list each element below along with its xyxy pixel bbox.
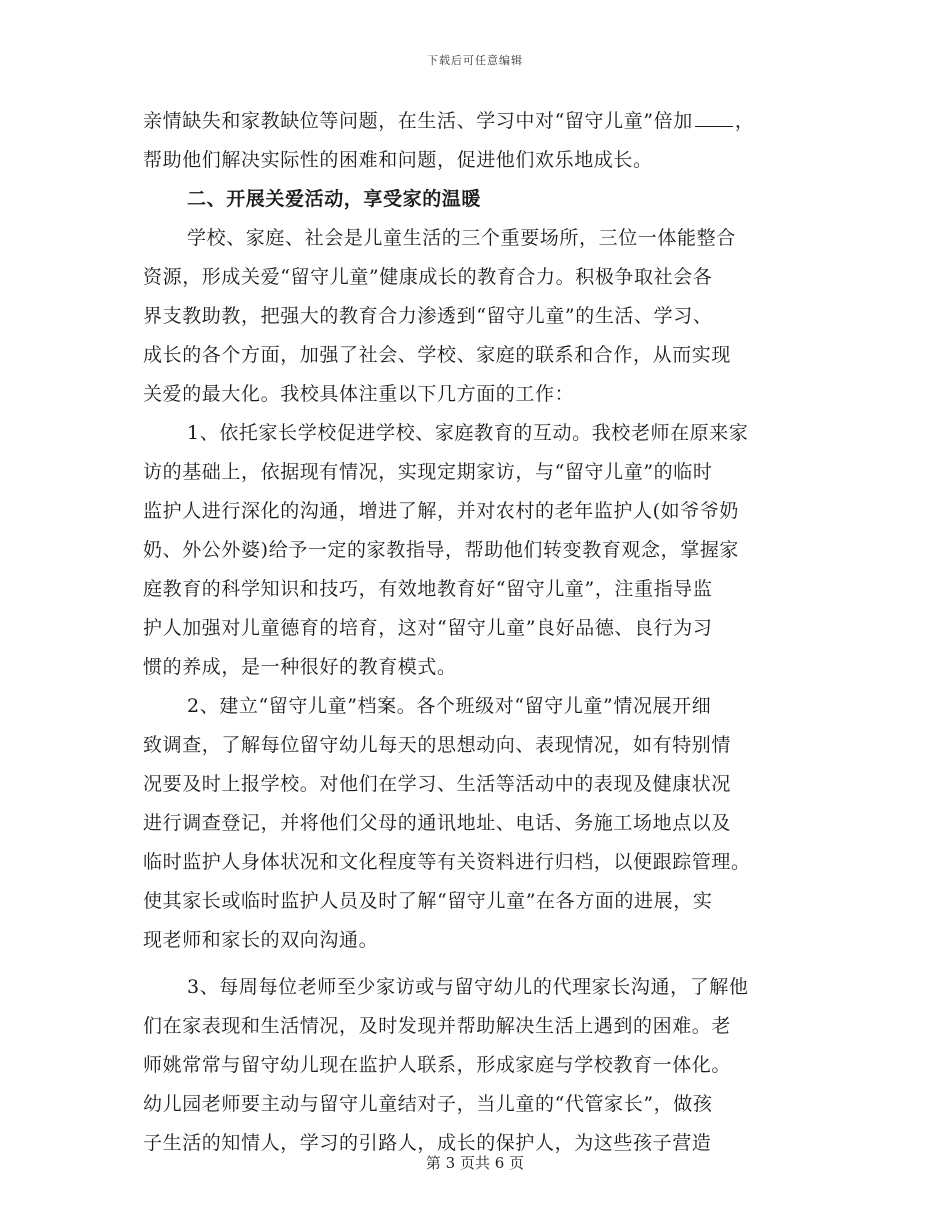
paragraph-line: 2、建立“留守儿童”档案。各个班级对“留守儿童”情况展开细	[187, 695, 712, 717]
page-number: 第 3 页共 6 页	[425, 1154, 525, 1172]
header-note: 下载后可任意编辑	[427, 54, 523, 67]
section-heading: 二、开展关爱活动，享受家的温暖	[187, 188, 482, 210]
paragraph-line: 访的基础上，依据现有情况，实现定期家访，与“留守儿童”的临时	[143, 461, 713, 483]
fill-in-blank	[695, 106, 733, 127]
paragraph-line: 关爱的最大化。我校具体注重以下几方面的工作：	[143, 383, 575, 405]
paragraph-line: 护人加强对儿童德育的培育，这对“留守儿童”良好品德、良行为习	[143, 617, 713, 639]
paragraph-line: 成长的各个方面，加强了社会、学校、家庭的联系和合作，从而实现	[143, 344, 732, 366]
paragraph-line: 子生活的知情人，学习的引路人，成长的保护人，为这些孩子营造	[143, 1132, 712, 1154]
paragraph-line: 致调查，了解每位留守幼儿每天的思想动向、表现情况，如有特别情	[143, 734, 732, 756]
body-text: 亲情缺失和家教缺位等问题，在生活、学习中对“留守儿童”倍加	[143, 110, 693, 132]
body-line	[143, 102, 811, 141]
paragraph-line: 资源，形成关爱“留守儿童”健康成长的教育合力。积极争取社会各	[143, 266, 713, 288]
paragraph-line: 师姚常常与留守幼儿现在监护人联系，形成家庭与学校教育一体化。	[143, 1054, 732, 1076]
paragraph-line: 奶、外公外婆)给予一定的家教指导，帮助他们转变教育观念，掌握家	[143, 539, 740, 561]
paragraph-line: 使其家长或临时监护人员及时了解“留守儿童”在各方面的进展，实	[143, 890, 713, 912]
paragraph-line: 惯的养成，是一种很好的教育模式。	[143, 656, 457, 678]
body-text: ，	[734, 110, 755, 132]
paragraph-line: 现老师和家长的双向沟通。	[143, 929, 379, 951]
paragraph-line: 况要及时上报学校。对他们在学习、生活等活动中的表现及健康状况	[143, 773, 732, 795]
paragraph-line: 进行调查登记，并将他们父母的通讯地址、电话、务施工场地点以及	[143, 812, 732, 834]
paragraph-line: 庭教育的科学知识和技巧，有效地教育好“留守儿童”，注重指导监	[143, 578, 713, 600]
paragraph-gap	[143, 960, 811, 968]
paragraph-line: 3、每周每位老师至少家访或与留守幼儿的代理家长沟通，了解他	[187, 976, 749, 998]
paragraph-line: 界支教助教，把强大的教育合力渗透到“留守儿童”的生活、学习、	[143, 305, 713, 327]
paragraph-line: 们在家表现和生活情况，及时发现并帮助解决生活上遇到的困难。老	[143, 1015, 732, 1037]
paragraph-line: 临时监护人身体状况和文化程度等有关资料进行归档，以便跟踪管理。	[143, 851, 751, 873]
paragraph-line: 学校、家庭、社会是儿童生活的三个重要场所，三位一体能整合	[187, 227, 736, 249]
document-body	[143, 102, 811, 1163]
paragraph-line: 幼儿园老师要主动与留守儿童结对子，当儿童的“代管家长”，做孩	[143, 1093, 713, 1115]
paragraph-line: 监护人进行深化的沟通，增进了解，并对农村的老年监护人(如爷爷奶	[143, 500, 740, 522]
paragraph-line: 1、依托家长学校促进学校、家庭教育的互动。我校老师在原来家	[187, 422, 749, 444]
body-line: 帮助他们解决实际性的困难和问题，促进他们欢乐地成长。	[143, 149, 653, 171]
